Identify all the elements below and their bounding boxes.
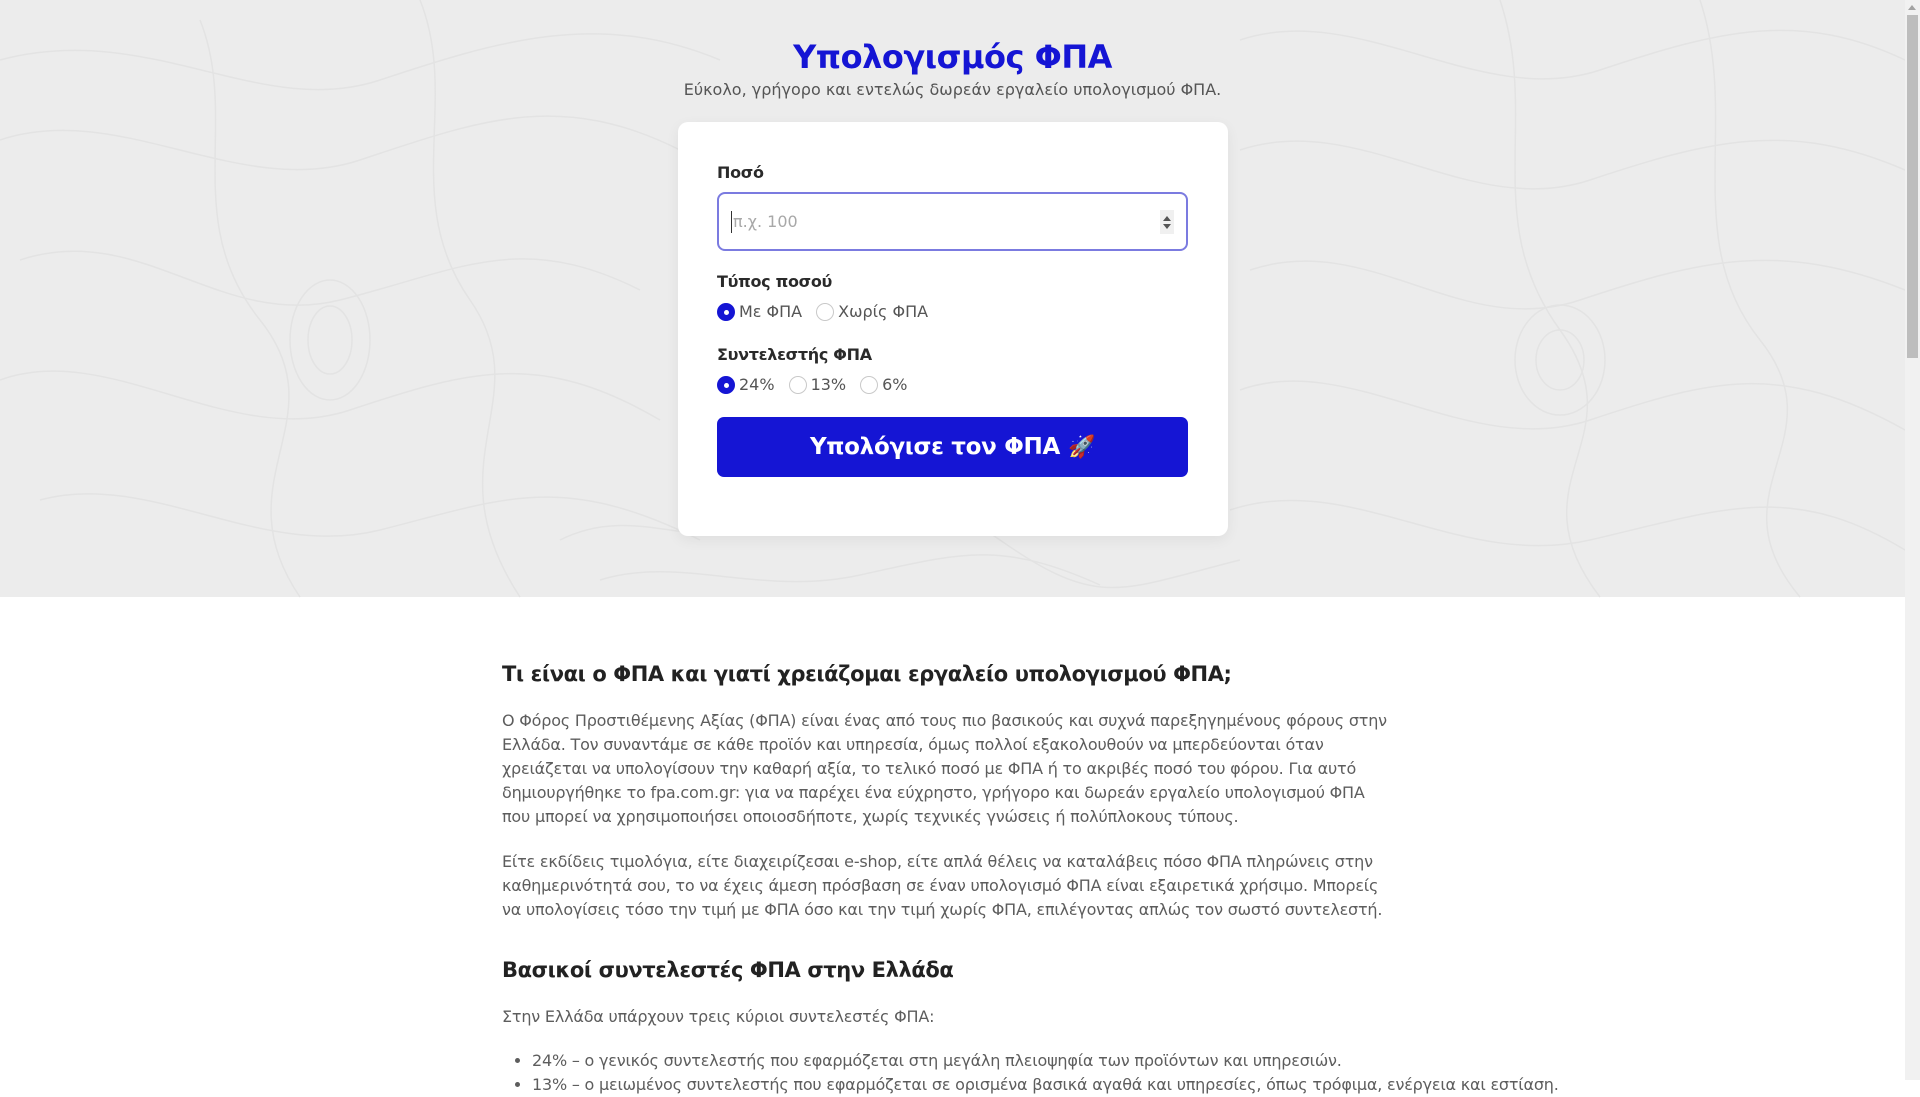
radio-button-checked[interactable] bbox=[717, 303, 735, 321]
vertical-scrollbar[interactable] bbox=[1905, 0, 1920, 1080]
spinner-down-icon[interactable] bbox=[1163, 224, 1171, 229]
radio-label: 13% bbox=[810, 375, 847, 394]
radio-rate-6[interactable] bbox=[860, 375, 907, 394]
paragraph: Ο Φόρος Προστιθέμενης Αξίας (ΦΠΑ) είναι ένας από τους πιο βασικούς και συχνά παρεξηγημένους φόρους στην Ελλάδα. Τον συναντάμε σε κάθε προϊόν και υπηρεσία, όμως πολλοί εξακολουθούν να μπερδεύονται όταν χρειάζεται να υπολογίσουν την καθαρή αξία, το τελικό ποσό με ΦΠΑ ή το ακριβές ποσό του φόρου. Για αυτό δημιουργήθηκε το fpa.com.gr: για να παρέχει ένα εύχρηστο, γρήγορο και δωρεάν εργαλείο υπολογισμού ΦΠΑ που μπορεί να χρησιμοποιήσει οποιοσδήποτε, χωρίς τεχνικές γνώσεις ή πολύπλοκους τύπους. bbox=[502, 711, 1387, 826]
radio-rate-24[interactable] bbox=[717, 375, 775, 394]
vat-rates-list bbox=[532, 1049, 1559, 1097]
page-title: Υπολογισμός ΦΠΑ bbox=[793, 38, 1112, 76]
calculate-vat-button[interactable] bbox=[717, 417, 1188, 477]
scroll-up-arrow-icon[interactable] bbox=[1908, 5, 1916, 10]
amount-type-label: Τύπος ποσού bbox=[717, 272, 833, 291]
paragraph: Στην Ελλάδα υπάρχουν τρεις κύριοι συντελεστές ΦΠΑ: bbox=[502, 1007, 935, 1026]
rocket-icon: 🚀 bbox=[1067, 434, 1096, 460]
number-spinner[interactable] bbox=[1160, 210, 1174, 234]
radio-without-vat[interactable] bbox=[816, 302, 928, 321]
page-subtitle: Εύκολο, γρήγορο και εντελώς δωρεάν εργαλείο υπολογισμού ΦΠΑ. bbox=[683, 80, 1222, 99]
vat-rate-radio-group bbox=[717, 375, 922, 394]
radio-button-checked[interactable] bbox=[717, 376, 735, 394]
radio-button[interactable] bbox=[816, 303, 834, 321]
spinner-up-icon[interactable] bbox=[1163, 216, 1171, 221]
amount-type-radio-group bbox=[717, 302, 942, 321]
radio-button[interactable] bbox=[789, 376, 807, 394]
amount-input[interactable] bbox=[717, 192, 1188, 251]
radio-with-vat[interactable] bbox=[717, 302, 802, 321]
section-heading-what-is-vat: Τι είναι ο ΦΠΑ και γιατί χρειάζομαι εργαλείο υπολογισμού ΦΠΑ; bbox=[502, 662, 1232, 686]
amount-label: Ποσό bbox=[717, 163, 764, 182]
radio-rate-13[interactable] bbox=[789, 375, 847, 394]
list-item: • 13% – ο μειωμένος συντελεστής που εφαρμόζεται σε ορισμένα βασικά αγαθά και υπηρεσίες, όπως τρόφιμα, ενέργεια και εστίαση. bbox=[532, 1073, 1397, 1097]
vat-rate-label: Συντελεστής ΦΠΑ bbox=[717, 345, 872, 364]
vat-calculator-card bbox=[678, 122, 1228, 536]
radio-label: 24% bbox=[739, 375, 775, 394]
radio-label: 6% bbox=[882, 375, 908, 394]
section-heading-vat-rates: Βασικοί συντελεστές ΦΠΑ στην Ελλάδα bbox=[502, 958, 954, 982]
radio-button[interactable] bbox=[860, 376, 878, 394]
amount-placeholder: π.χ. 100 bbox=[733, 212, 798, 231]
radio-label: Με ΦΠΑ bbox=[739, 302, 803, 321]
calculate-button-label: Υπολόγισε τον ΦΠΑ bbox=[809, 434, 1060, 460]
scrollbar-thumb[interactable] bbox=[1907, 15, 1918, 358]
list-item: • 24% – ο γενικός συντελεστής που εφαρμόζεται στη μεγάλη πλειοψηφία των προϊόντων και υπηρεσιών. bbox=[532, 1049, 1397, 1073]
radio-label: Χωρίς ΦΠΑ bbox=[838, 302, 929, 321]
text-caret bbox=[731, 211, 732, 233]
paragraph: Είτε εκδίδεις τιμολόγια, είτε διαχειρίζεσαι e-shop, είτε απλά θέλεις να καταλάβεις πόσο ΦΠΑ πληρώνεις στην καθημερινότητά σου, το να έχεις άμεση πρόσβαση σε έναν υπολογισμό ΦΠΑ είναι εξαιρετικά χρήσιμο. Μπορείς να υπολογίσεις τόσο την τιμή με ΦΠΑ όσο και την τιμή χωρίς ΦΠΑ, επιλέγοντας απλώς τον σωστό συντελεστή. bbox=[502, 852, 1383, 919]
